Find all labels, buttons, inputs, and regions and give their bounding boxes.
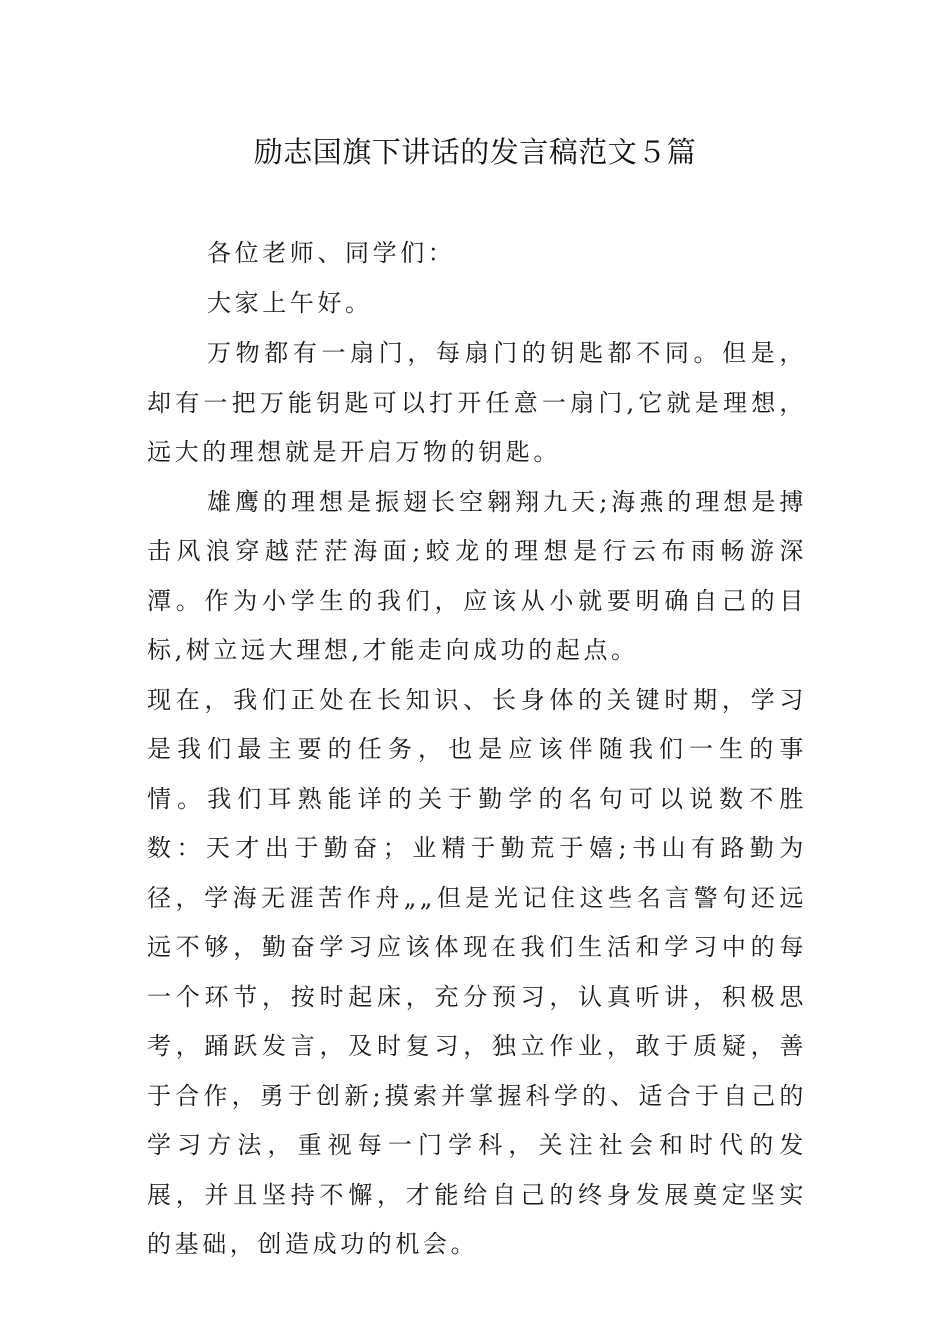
paragraph-salutation: 大家上午好。 [207,288,373,317]
paragraph-key-metaphor: 万物都有一扇门，每扇门的钥匙都不同。但是，却有一把万能钥匙可以打开任意一扇门,它就是理想，远大的理想就是开启万物的钥匙。 [147,339,807,466]
paragraph-greeting: 各位老师、同学们： [207,239,456,267]
paragraph-ideals: 雄鹰的理想是振翅长空翱翔九天;海燕的理想是搏击风浪穿越茫茫海面;蛟龙的理想是行云布雨畅游深潭。作为小学生的我们，应该从小就要明确自己的目标,树立远大理想,才能走向成功的起点。 [147,487,807,664]
document-title: 励志国旗下讲话的发言稿范文５篇 [253,135,697,169]
document-body [147,229,807,1270]
paragraph-study: 现在，我们正处在长知识、长身体的关键时期，学习是我们最主要的任务，也是应该伴随我们一生的事情。我们耳熟能详的关于勤学的名句可以说数不胜数：天才出于勤奋；业精于勤荒于嬉;书山有路勤为径，学海无涯苦作舟„„但是光记住这些名言警句还远远不够，勤奋学习应该体现在我们生活和学习中的每一个环节，按时起床，充分预习，认真听讲，积极思考，踊跃发言，及时复习，独立作业，敢于质疑，善于合作，勇于创新;摸索并掌握科学的、适合于自己的学习方法，重视每一门学科，关注社会和时代的发展，并且坚持不懈，才能给自己的终身发展奠定坚实的基础，创造成功的机会。 [147,685,807,1258]
